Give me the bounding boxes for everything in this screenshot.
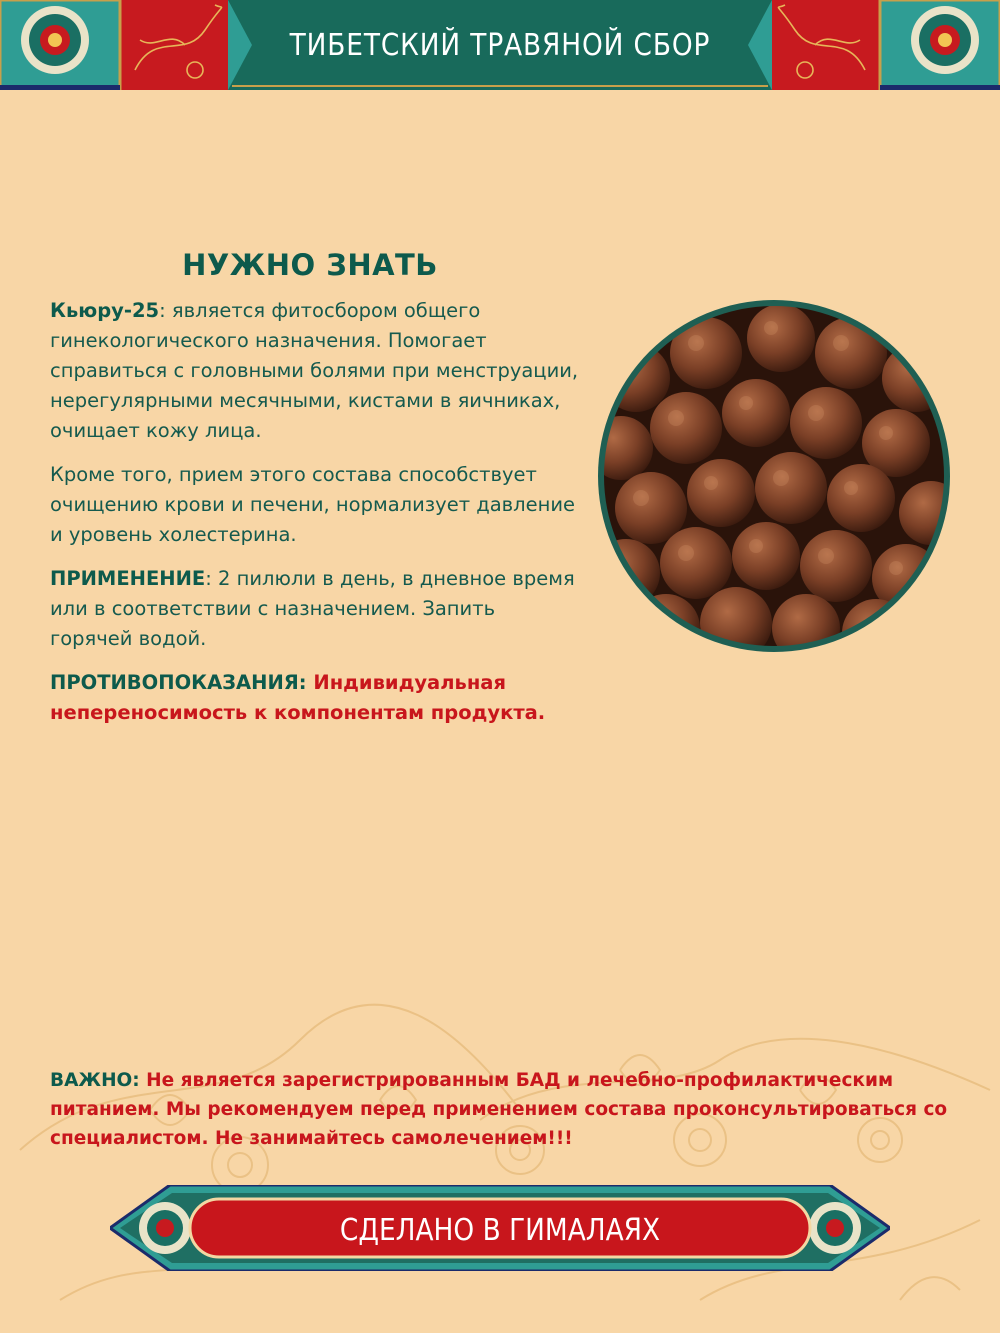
ornament-tile-icon bbox=[0, 0, 120, 90]
warning-text: Не является зарегистрированным БАД и лечебно-профилактическим питанием. Мы рекомендуем перед применением состава проконсультироваться со специалистом. Не занимайтесь самолечением!!! bbox=[50, 1070, 948, 1149]
floral-pattern-icon bbox=[0, 1000, 1000, 1333]
usage-paragraph bbox=[50, 564, 580, 654]
intro-text: : является фитосбором общего гинекологического назначения. Помогает справиться с головными болями при менструации, нерегулярными месячными, кистами в яичниках, очищает кожу лица. bbox=[50, 299, 579, 442]
warning-label: ВАЖНО bbox=[50, 1070, 133, 1091]
contraindications-label: ПРОТИВОПОКАЗАНИЯ bbox=[50, 671, 299, 694]
herbal-pills-image bbox=[596, 298, 952, 654]
contraindications-paragraph: ПРОТИВОПОКАЗАНИЯ: Индивидуальная непереносимость к компонентам продукта. bbox=[50, 671, 546, 724]
section-title: НУЖНО ЗНАТЬ bbox=[182, 248, 438, 282]
contraindications-text: Индивидуальная непереносимость к компонентам продукта. bbox=[50, 671, 546, 724]
benefits-paragraph: Кроме того, прием этого состава способствует очищению крови и печени, нормализует давление и уровень холестерина. bbox=[50, 463, 576, 546]
description-text bbox=[50, 296, 580, 742]
usage-label: ПРИМЕНЕНИЕ bbox=[50, 567, 206, 590]
warning-note: ВАЖНО: Не является зарегистрированным БАД и лечебно-профилактическим питанием. Мы рекомендуем перед применением состава проконсультироваться со специалистом. Не занимайтесь самолечением!!! bbox=[50, 1070, 948, 1149]
usage-text: : 2 пилюли в день, в дневное время или в соответствии с назначением. Запить горячей водой. bbox=[50, 567, 575, 650]
page-header-title: ТИБЕТСКИЙ ТРАВЯНОЙ СБОР bbox=[289, 27, 711, 63]
footer-title: СДЕЛАНО В ГИМАЛАЯХ bbox=[339, 1212, 661, 1248]
intro-paragraph bbox=[50, 296, 580, 446]
product-name: Кьюру-25 bbox=[50, 299, 160, 322]
